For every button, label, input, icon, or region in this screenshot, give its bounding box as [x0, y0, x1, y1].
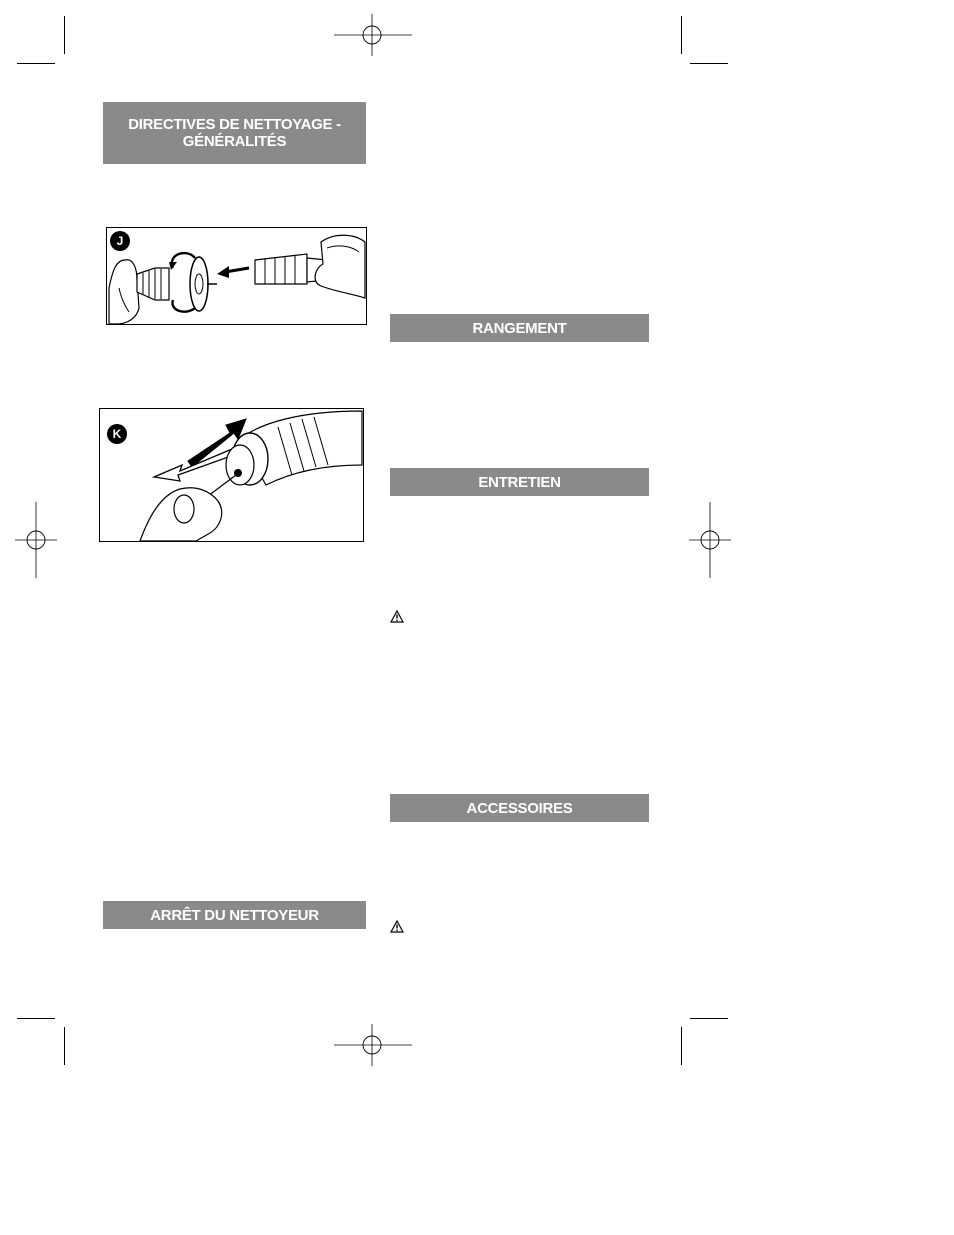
- crosshair-registration-icon: [689, 502, 731, 578]
- figure-j-label: J: [116, 234, 124, 248]
- warning-triangle-icon: [390, 610, 404, 623]
- section-header-storage: RANGEMENT: [390, 314, 649, 342]
- figure-j: [106, 227, 367, 325]
- figure-j-illustration: [107, 228, 366, 324]
- crosshair-registration-icon: [334, 1024, 412, 1066]
- figure-k: [99, 408, 364, 542]
- section-header-cleaning: DIRECTIVES DE NETTOYAGE - GÉNÉRALITÉS: [103, 102, 366, 164]
- crosshair-registration-icon: [334, 14, 412, 56]
- section-header-maintenance: ENTRETIEN: [390, 468, 649, 496]
- figure-k-label: K: [112, 427, 122, 441]
- crosshair-registration-icon: [15, 502, 57, 578]
- section-header-accessories: ACCESSOIRES: [390, 794, 649, 822]
- figure-k-illustration: [100, 409, 363, 541]
- warning-triangle-icon: [390, 920, 404, 933]
- section-header-stop: ARRÊT DU NETTOYEUR: [103, 901, 366, 929]
